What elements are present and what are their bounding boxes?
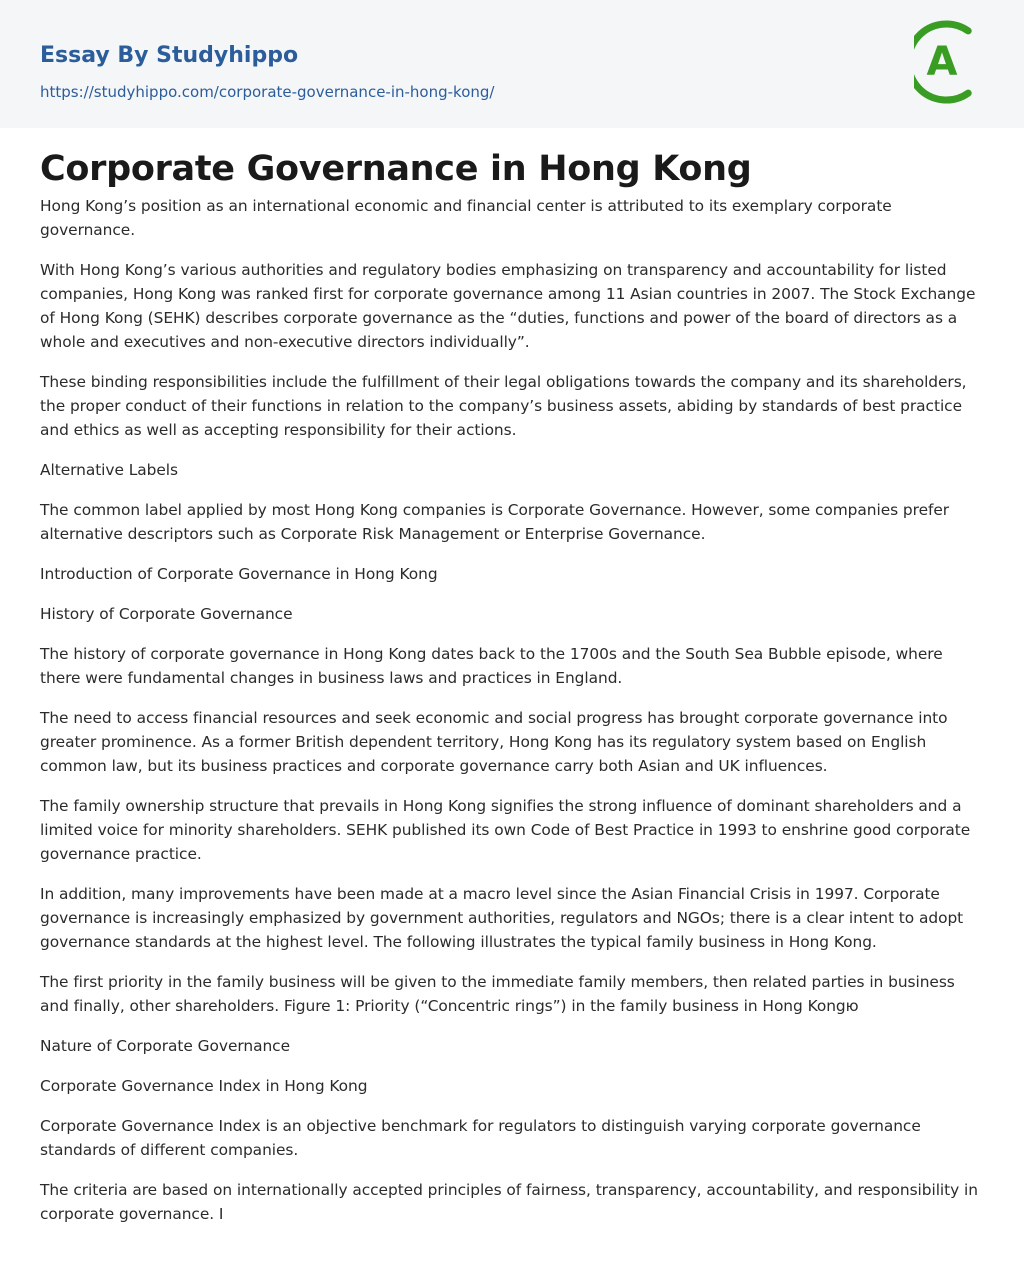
paragraph: The family ownership structure that prevails in Hong Kong signifies the strong influence of dominant shareholders and a limited voice for minority shareholders. SEHK published its own Code of Best Practice in 1993 to enshrine good corporate governance practice. (40, 797, 971, 863)
site-header (0, 0, 1024, 128)
page-title: Corporate Governance in Hong Kong (40, 149, 752, 189)
section-heading: Alternative Labels (40, 461, 178, 479)
paragraph: The common label applied by most Hong Kong companies is Corporate Governance. However, some companies prefer alternative descriptors such as Corporate Risk Management or Enterprise Governance. (40, 501, 950, 543)
paragraph: The criteria are based on internationally accepted principles of fairness, transparency, accountability, and responsibility in corporate governance. I (40, 1181, 978, 1223)
paragraph: Hong Kong’s position as an international economic and financial center is attributed to its exemplary corporate governance. (40, 197, 892, 239)
paragraph: These binding responsibilities include the fulfillment of their legal obligations towards the company and its shareholders, the proper conduct of their functions in relation to the company’s business assets, abiding by standards of best practice and ethics as well as accepting responsibility for their actions. (40, 373, 967, 439)
paragraph: The first priority in the family business will be given to the immediate family members, then related parties in business and finally, other shareholders. Figure 1: Priority (“Concentric rings”) in the family business in Hong Kongю (40, 973, 955, 1015)
article (0, 128, 1024, 1226)
essay-url-link[interactable]: https://studyhippo.com/corporate-governance-in-hong-kong/ (40, 83, 495, 101)
paragraph: Corporate Governance Index is an objective benchmark for regulators to distinguish varying corporate governance standards of different companies. (40, 1117, 921, 1159)
section-heading: Nature of Corporate Governance (40, 1037, 290, 1055)
logo-letter: A (926, 39, 958, 85)
paragraph: With Hong Kong’s various authorities and regulatory bodies emphasizing on transparency and accountability for listed companies, Hong Kong was ranked first for corporate governance among 11 Asian countries in 2007. The Stock Exchange of Hong Kong (SEHK) describes corporate governance as the “duties, functions and power of the board of directors as a whole and executives and non-executive directors individually”. (40, 261, 976, 351)
paragraph: The need to access financial resources and seek economic and social progress has brought corporate governance into greater prominence. As a former British dependent territory, Hong Kong has its regulatory system based on English common law, but its business practices and corporate governance carry both Asian and UK influences. (40, 709, 948, 775)
paragraph: In addition, many improvements have been made at a macro level since the Asian Financial Crisis in 1997. Corporate governance is increasingly emphasized by government authorities, regulators and NGOs; there is a clear intent to adopt governance standards at the highest level. The following illustrates the typical family business in Hong Kong. (40, 885, 964, 951)
brand-title: Essay By Studyhippo (40, 43, 299, 68)
article-body (40, 194, 984, 1226)
section-heading: Corporate Governance Index in Hong Kong (40, 1077, 368, 1095)
section-heading: Introduction of Corporate Governance in Hong Kong (40, 565, 438, 583)
paragraph: The history of corporate governance in Hong Kong dates back to the 1700s and the South Sea Bubble episode, where there were fundamental changes in business laws and practices in England. (40, 645, 943, 687)
section-heading: History of Corporate Governance (40, 605, 293, 623)
studyhippo-logo-icon[interactable] (914, 18, 986, 106)
